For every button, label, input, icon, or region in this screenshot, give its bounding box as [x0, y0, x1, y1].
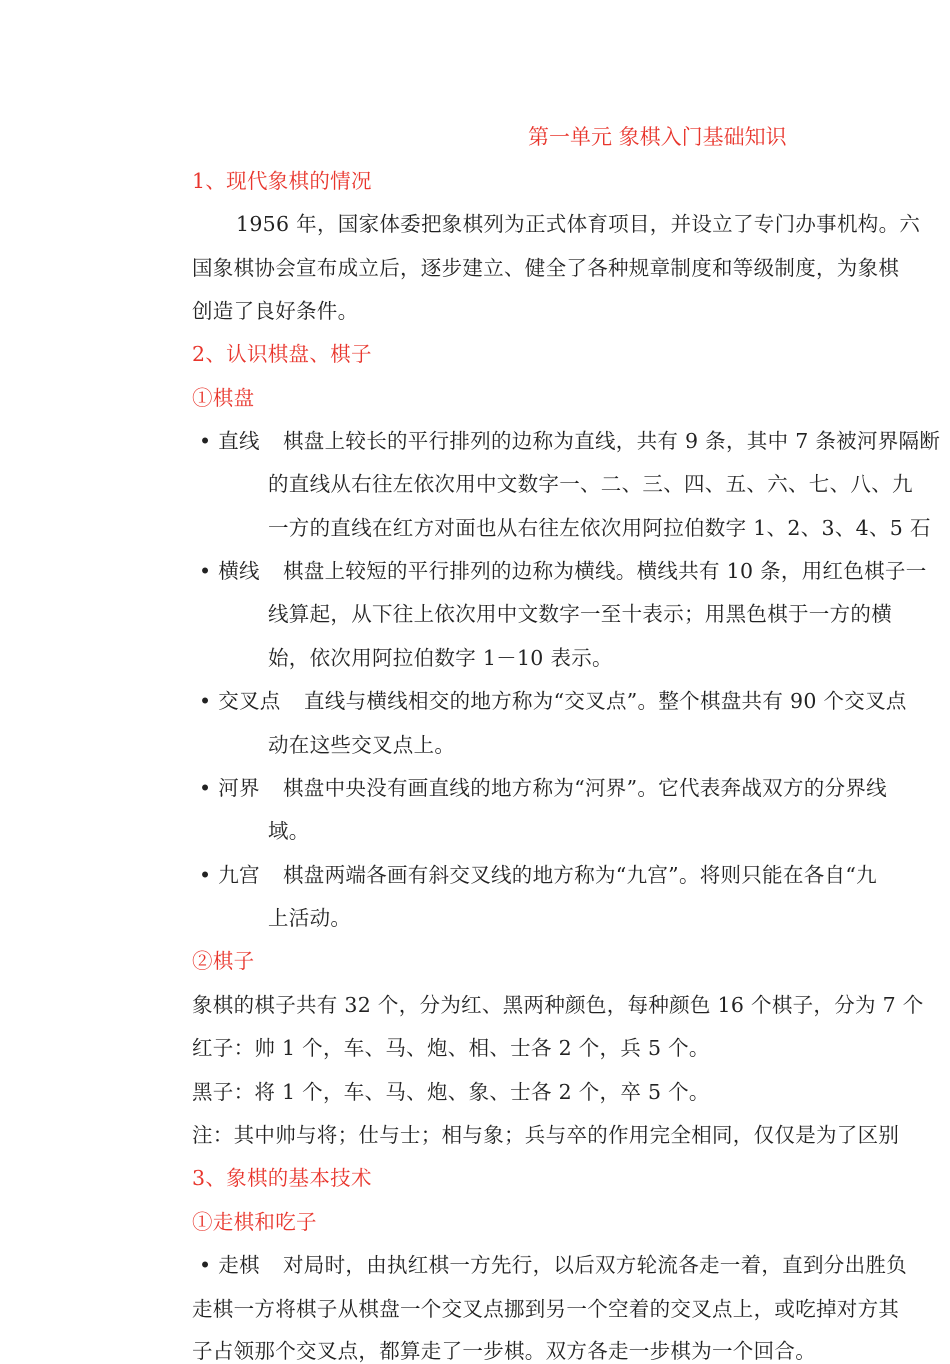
term-hengxian: • 横线	[199, 559, 260, 583]
definition-line: 域。	[268, 819, 310, 843]
subheading-board: ①棋盘	[192, 386, 255, 410]
definition-line: 动在这些交叉点上。	[268, 733, 456, 757]
definition-line: 对局时，由执红棋一方先行，以后双方轮流各走一着，直到分出胜负	[283, 1253, 907, 1277]
definition-line: 的直线从右往左依次用中文数字一、二、三、四、五、六、七、八、九	[268, 472, 913, 496]
section-heading-2: 2、认识棋盘、棋子	[192, 342, 372, 366]
definition-line: 线算起，从下往上依次用中文数字一至十表示；用黑色棋于一方的横	[268, 602, 892, 626]
subheading-moving: ①走棋和吃子	[192, 1210, 317, 1234]
page-title: 第一单元 象棋入门基础知识	[528, 125, 787, 149]
subheading-pieces: ②棋子	[192, 949, 255, 973]
paragraph-line: 走棋一方将棋子从棋盘一个交叉点挪到另一个空着的交叉点上，或吃掉对方其	[192, 1297, 900, 1321]
definition-line: 棋盘中央没有画直线的地方称为“河界”。它代表奔战双方的分界线	[283, 776, 887, 800]
term-zouqi: • 走棋	[199, 1253, 260, 1277]
term-jiugong: • 九宫	[199, 863, 260, 887]
paragraph-line: 国象棋协会宣布成立后，逐步建立、健全了各种规章制度和等级制度，为象棋	[192, 256, 900, 280]
paragraph-line: 红子：帅 1 个，车、马、炮、相、士各 2 个，兵 5 个。	[192, 1036, 710, 1060]
definition-line: 直线与横线相交的地方称为“交叉点”。整个棋盘共有 90 个交叉点	[304, 689, 907, 713]
definition-line: 一方的直线在红方对面也从右往左依次用阿拉伯数字 1、2、3、4、5 石	[268, 516, 931, 540]
paragraph-line: 创造了良好条件。	[192, 299, 359, 323]
paragraph-line: 1956 年，国家体委把象棋列为正式体育项目，并设立了专门办事机构。六	[236, 212, 921, 236]
paragraph-line: 子占领那个交叉点，都算走了一步棋。双方各走一步棋为一个回合。	[192, 1339, 816, 1363]
definition-line: 上活动。	[268, 906, 352, 930]
definition-line: 始，依次用阿拉伯数字 1－10 表示。	[268, 646, 613, 670]
paragraph-line: 注：其中帅与将；仕与士；相与象；兵与卒的作用完全相同，仅仅是为了区别	[192, 1123, 900, 1147]
definition-line: 棋盘上较短的平行排列的边称为横线。横线共有 10 条，用红色棋子一	[283, 559, 927, 583]
paragraph-line: 象棋的棋子共有 32 个，分为红、黑两种颜色，每种颜色 16 个棋子，分为 7 个	[192, 993, 924, 1017]
term-zhixian: • 直线	[199, 429, 260, 453]
term-jiaochadian: • 交叉点	[199, 689, 281, 713]
definition-line: 棋盘两端各画有斜交叉线的地方称为“九宫”。将则只能在各自“九	[283, 863, 877, 887]
definition-line: 棋盘上较长的平行排列的边称为直线，共有 9 条，其中 7 条被河界隔断	[283, 429, 941, 453]
paragraph-line: 黑子：将 1 个，车、马、炮、象、士各 2 个，卒 5 个。	[192, 1080, 710, 1104]
term-hejie: • 河界	[199, 776, 260, 800]
section-heading-3: 3、象棋的基本技术	[192, 1166, 372, 1190]
section-heading-1: 1、现代象棋的情况	[192, 169, 372, 193]
